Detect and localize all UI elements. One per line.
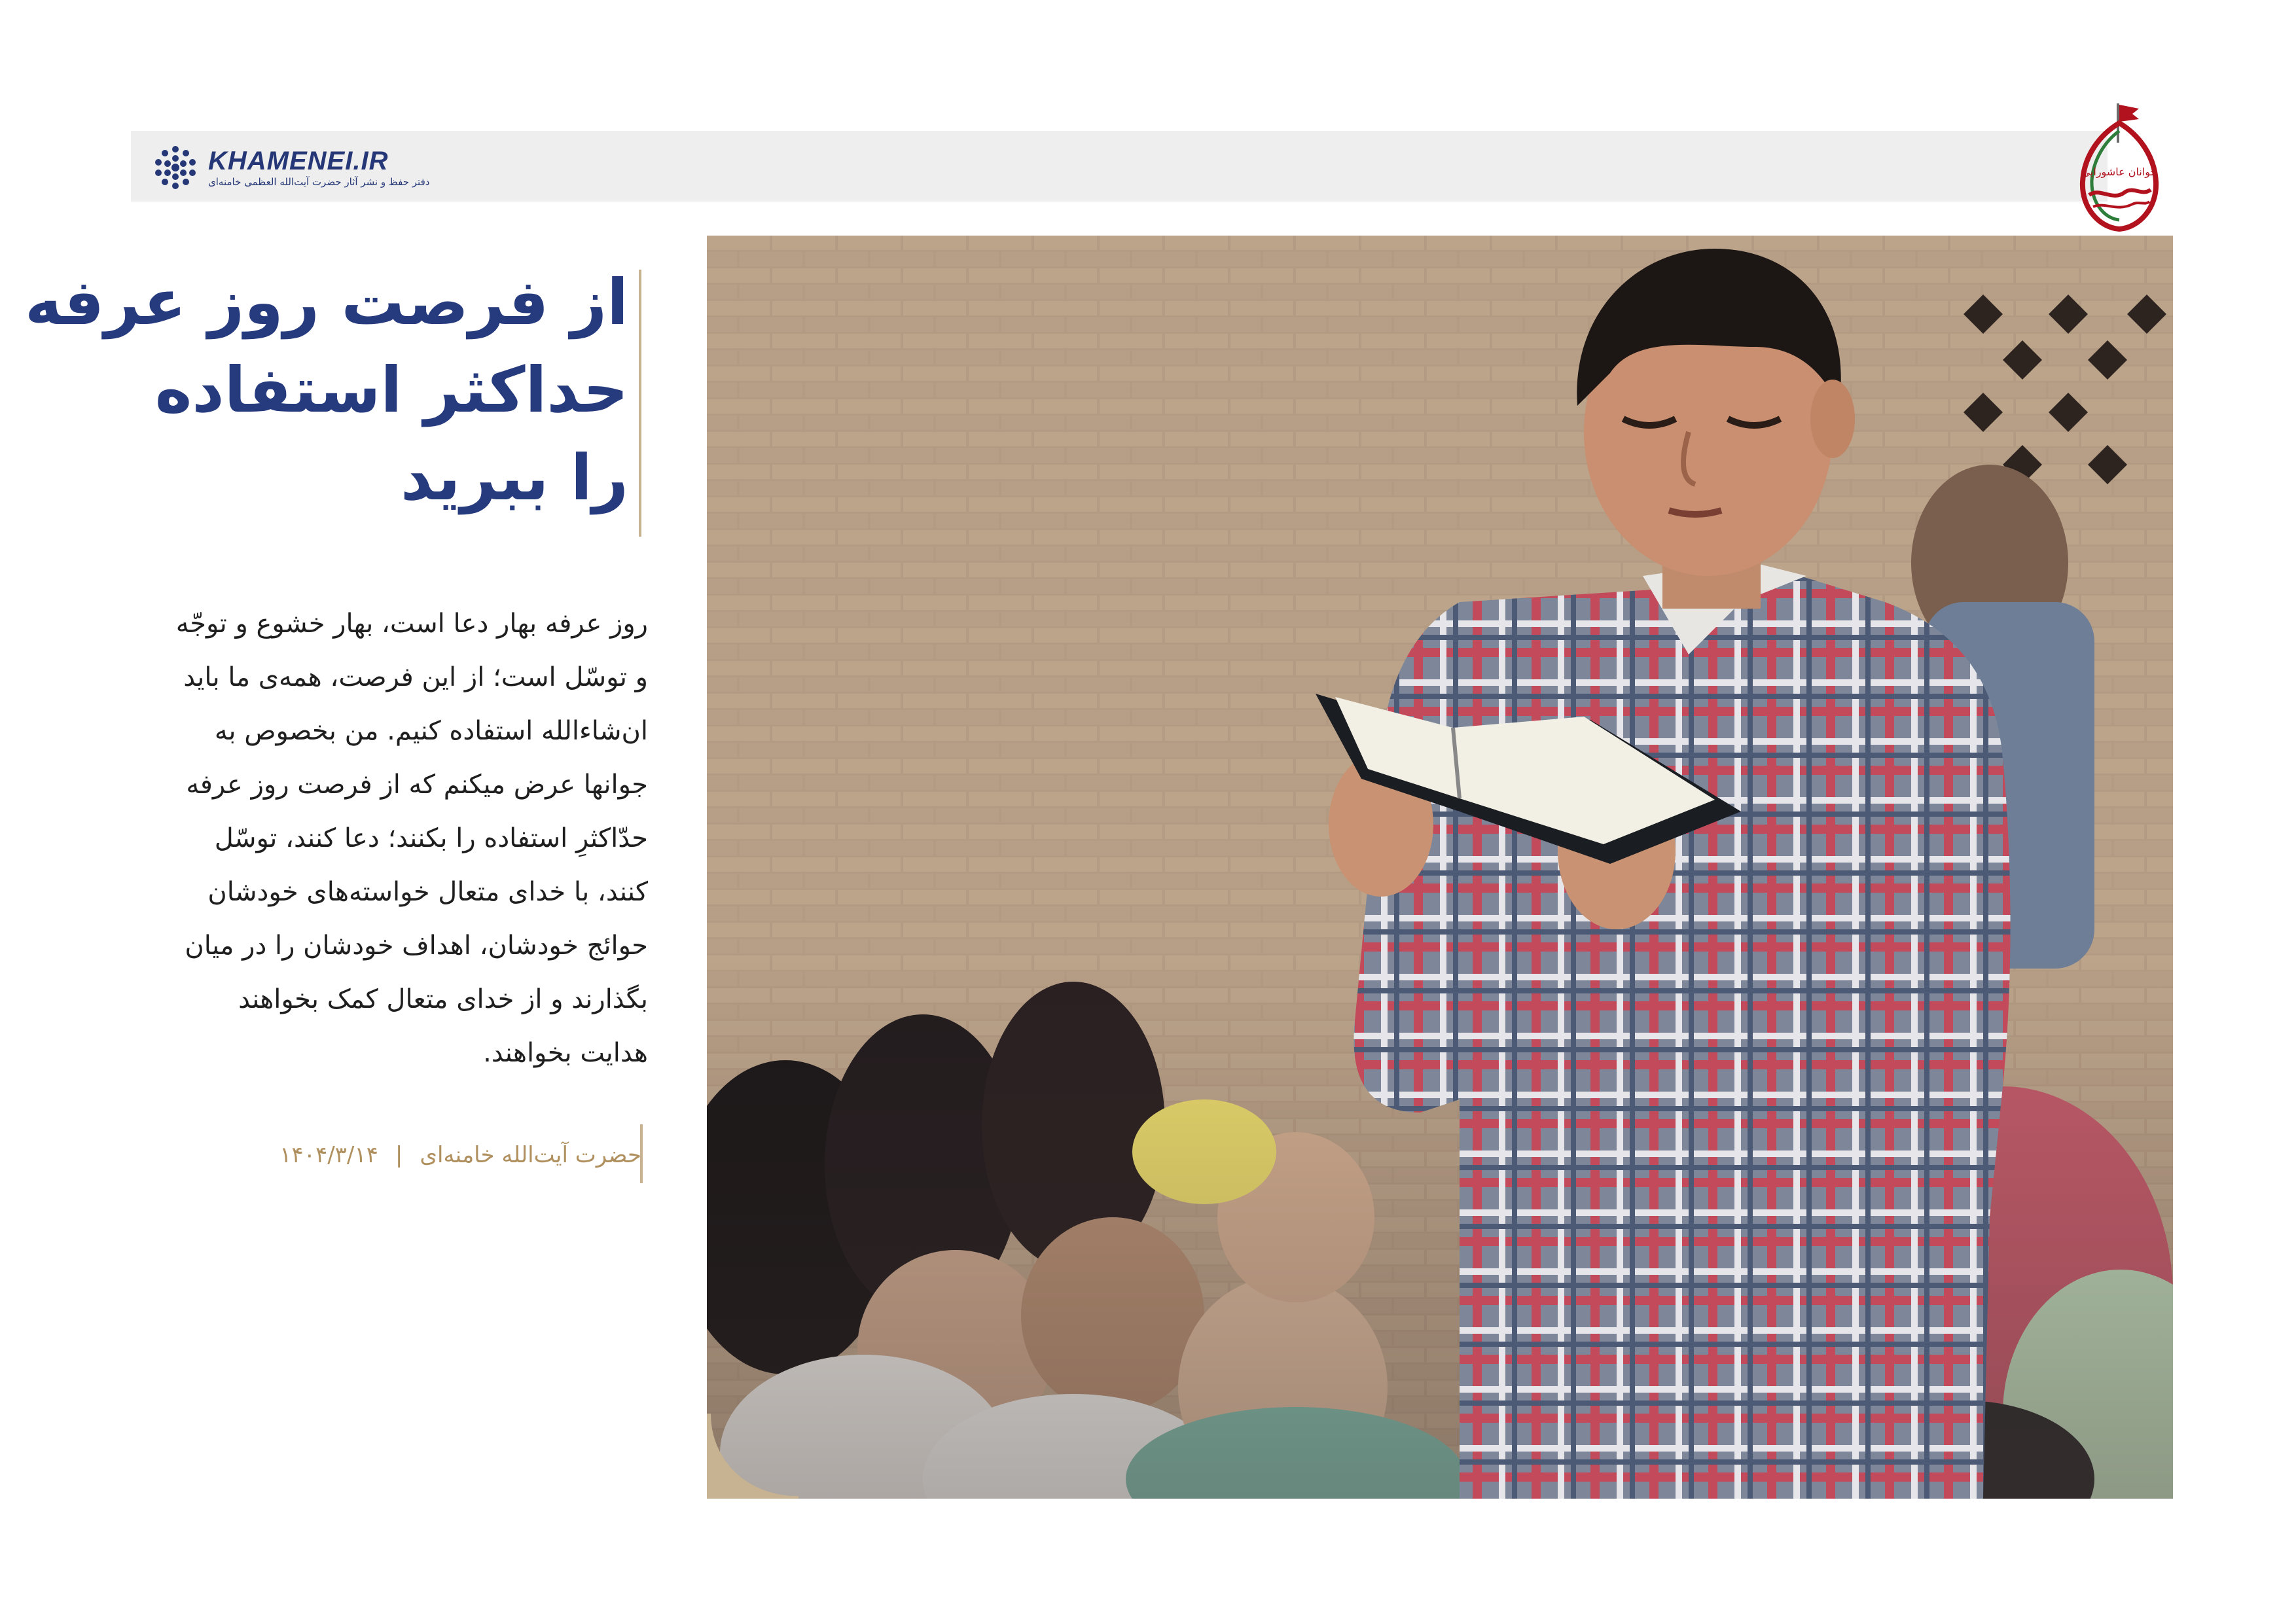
emblem-caption: جوانان عاشورایی xyxy=(2081,166,2157,178)
quote-line: و توسّل است؛ از این فرصت، همه‌ی ما باید xyxy=(183,662,648,692)
page-title xyxy=(25,259,628,522)
main-photo xyxy=(707,236,2173,1499)
muharram-emblem-icon xyxy=(2073,97,2165,234)
source-separator: | xyxy=(395,1142,403,1168)
quote-line: حوائج خودشان، اهداف خودشان را در میان xyxy=(185,931,648,961)
source-speaker: حضرت آیت‌الله خامنه‌ای xyxy=(420,1142,641,1168)
gold-corner-accent xyxy=(707,1414,798,1499)
quote-source xyxy=(223,1132,641,1178)
quote-line: روز عرفه بهار دعا است، بهار خشوع و توجّه xyxy=(175,609,648,639)
khamenei-ir-logo-icon xyxy=(152,144,199,191)
site-logo[interactable] xyxy=(152,140,430,195)
title-line: را ببرید xyxy=(400,441,628,514)
quote-line: جوانها عرض میکنم که از فرصت روز عرفه xyxy=(186,770,648,800)
source-date: ۱۴۰۴/۳/۱۴ xyxy=(279,1142,378,1168)
site-subtitle: دفتر حفظ و نشر آثار حضرت آیت‌الله العظمی خامنه‌ای xyxy=(208,176,430,188)
title-accent-rule xyxy=(639,270,641,537)
site-name: KHAMENEI.IR xyxy=(208,147,389,175)
quote-line: کنند، با خدای متعال خواسته‌های خودشان xyxy=(207,877,648,907)
quote-line: بگذارند و از خدای متعال کمک بخواهند xyxy=(238,984,648,1014)
title-line: حداکثر استفاده xyxy=(154,353,628,427)
quote-line: ان‌شاءالله استفاده کنیم. من بخصوص به xyxy=(214,716,648,746)
quote-line: هدایت بخواهند. xyxy=(483,1038,648,1068)
title-line: از فرصت روز عرفه xyxy=(25,266,628,339)
photo-young-man-reading-prayer-book xyxy=(707,236,2173,1499)
quote-text xyxy=(131,597,648,1080)
quote-line: حدّاکثرِ استفاده را بکنند؛ دعا کنند، توسّل xyxy=(214,823,648,853)
